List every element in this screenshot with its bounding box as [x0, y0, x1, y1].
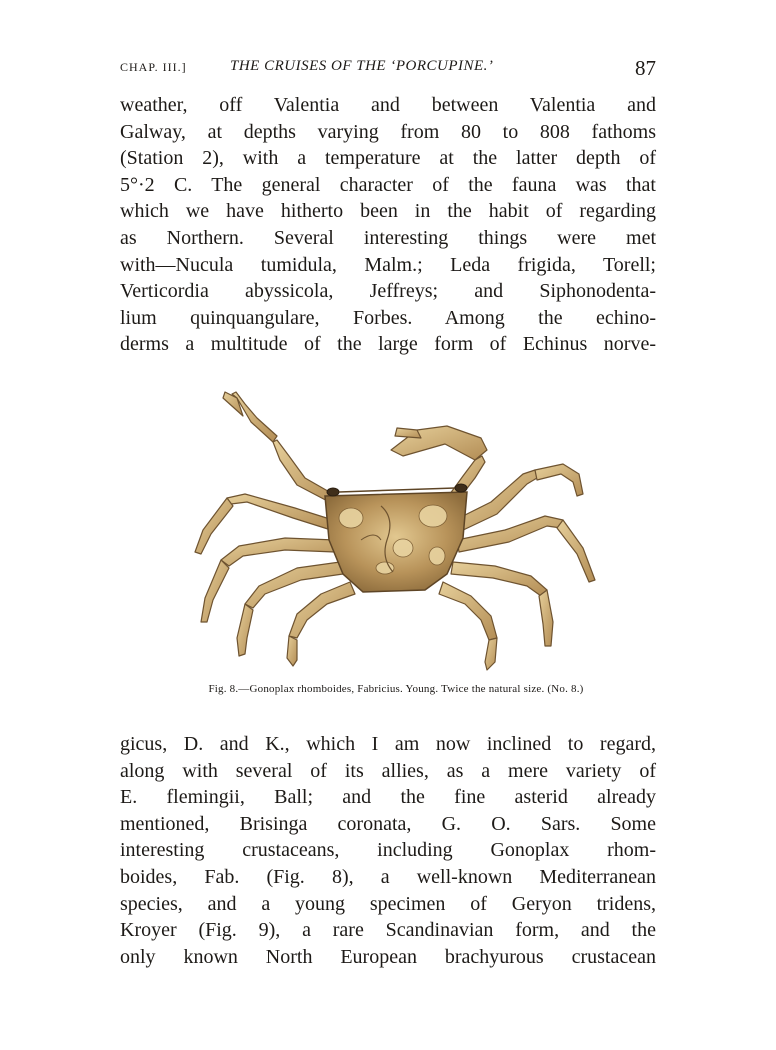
- text-line: along with several of its allies, as a mere variety of: [120, 759, 656, 782]
- running-title: THE CRUISES OF THE ‘PORCUPINE.’: [230, 58, 494, 74]
- text-line: 5°·2 C. The general character of the fauna was that: [120, 173, 656, 196]
- text-line: with—Nucula tumidula, Malm.; Leda frigida, Torell;: [120, 253, 656, 276]
- paragraph-top: [120, 92, 656, 358]
- text-line: (Station 2), with a temperature at the latter depth of: [120, 147, 656, 170]
- text-line: which we have hitherto been in the habit of regarding: [120, 200, 656, 223]
- text-line: mentioned, Brisinga coronata, G. O. Sars. Some: [120, 812, 656, 835]
- crab-illustration: [185, 390, 605, 675]
- chapter-label: CHAP. III.]: [120, 60, 187, 74]
- text-line: derms a multitude of the large form of Echinus norve-: [120, 333, 656, 356]
- running-header: [120, 56, 658, 82]
- paragraph-bottom: [120, 731, 656, 970]
- text-line: as Northern. Several interesting things were met: [120, 226, 656, 249]
- gonoplax-crab-drawing: [185, 390, 605, 675]
- text-line: lium quinquangulare, Forbes. Among the echino-: [120, 306, 656, 329]
- text-line: only known North European brachyurous crustacean: [120, 945, 656, 968]
- text-line: weather, off Valentia and between Valentia and: [120, 94, 656, 116]
- text-line: gicus, D. and K., which I am now inclined to regard,: [120, 733, 656, 755]
- text-line: interesting crustaceans, including Gonoplax rhom-: [120, 839, 656, 862]
- text-line: species, and a young specimen of Geryon tridens,: [120, 892, 656, 915]
- text-line: Verticordia abyssicola, Jeffreys; and Siphonodenta-: [120, 280, 656, 303]
- page-number: 87: [635, 56, 656, 80]
- text-line: E. flemingii, Ball; and the fine asterid already: [120, 786, 656, 809]
- text-line: Galway, at depths varying from 80 to 808 fathoms: [120, 120, 656, 143]
- text-line: Kroyer (Fig. 9), a rare Scandinavian form, and the: [120, 919, 656, 942]
- figure-caption: Fig. 8.—Gonoplax rhomboides, Fabricius. Young. Twice the natural size. (No. 8.): [208, 683, 584, 695]
- text-line: boides, Fab. (Fig. 8), a well-known Mediterranean: [120, 865, 656, 888]
